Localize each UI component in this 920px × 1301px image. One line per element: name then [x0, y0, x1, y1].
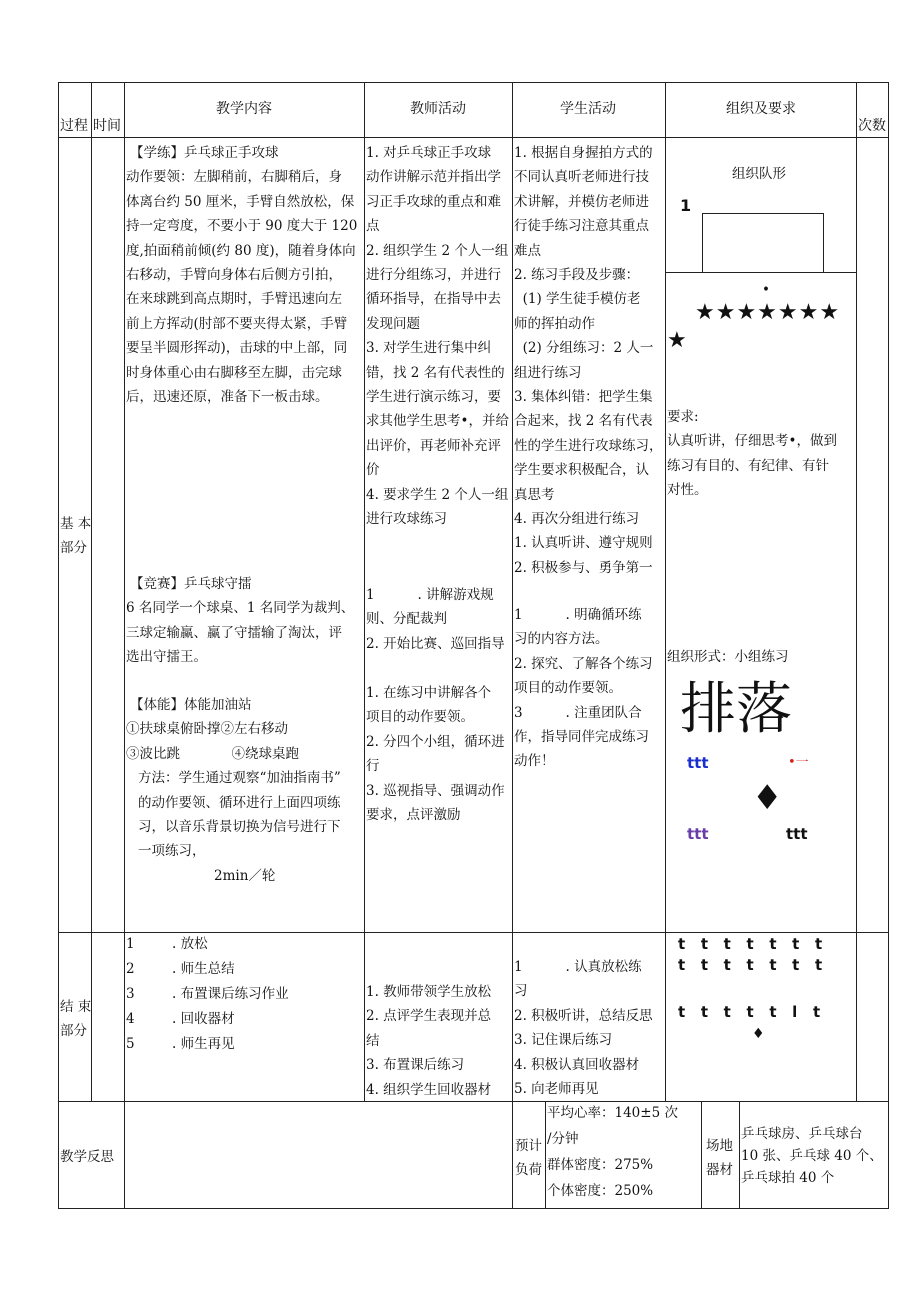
teacher-line: 错，找 2 名有代表性的	[366, 364, 505, 381]
fitness-line: 的动作要领、循环进行上面四项练	[138, 794, 341, 811]
teacher-line: 行	[366, 758, 380, 775]
ending-student-line: 5. 向老师再见	[514, 1081, 599, 1097]
venue-label-2: 器材	[706, 1162, 733, 1178]
header-time: 时间	[93, 118, 121, 134]
load-line: 个体密度：250%	[547, 1183, 654, 1199]
content-line: 在来球跳到高点期时，手臂迅速向左	[126, 291, 342, 308]
student-line: (1) 学生徒手模仿老	[514, 291, 641, 308]
teacher-line: 1 . 讲解游戏规	[366, 587, 494, 603]
formation-title: 组织队形	[732, 166, 786, 182]
teacher-line: 1. 对乒乓球正手攻球	[366, 145, 492, 161]
student-line: 合起来，找 2 名有代表	[514, 413, 653, 430]
ending-teacher-line: 结	[366, 1032, 380, 1049]
student-line: 不同认真听老师进行技	[514, 169, 649, 186]
ending-student-line: 1 . 认真放松练	[514, 959, 642, 975]
ending-teacher-line: 2. 点评学生表现并总	[366, 1008, 492, 1025]
teacher-line: 则、分配裁判	[366, 611, 447, 628]
load-line: 群体密度：275%	[547, 1157, 654, 1173]
student-line: 师的挥拍动作	[514, 315, 595, 332]
ending-item-text: . 回收器材	[172, 1011, 235, 1027]
content-line: 持一定弯度，不要小于 90 度大于 120	[126, 218, 358, 235]
venue-line: 乒乓球房、乒乓球台	[741, 1126, 863, 1142]
load-label-1: 预计	[515, 1138, 542, 1154]
table-court-diagram	[702, 213, 824, 273]
student-line: 真思考	[514, 486, 555, 503]
teacher-line: 发现问题	[366, 315, 420, 332]
content-line: 时身体重心由右脚移至左脚，击完球	[126, 364, 342, 381]
student-line: 3. 集体纠错：把学生集	[514, 389, 653, 405]
fitness-line: 习，以音乐背景切换为信号进行下	[138, 819, 341, 835]
student-line: 2. 积极参与、勇争第一	[514, 559, 653, 576]
teacher-line: 价	[366, 462, 380, 479]
student-line: 1. 认真听讲、遵守规则	[514, 535, 653, 552]
student-line: 作，指导同伴完成练习	[514, 729, 649, 745]
req-line: 练习有目的、有纪律、有针	[667, 457, 829, 474]
content-line: 右移动，手臂向身体右后侧方引拍，	[126, 267, 342, 283]
req-line: 对性。	[667, 482, 708, 499]
student-line: 行徒手练习注意其重点	[514, 218, 649, 235]
ttt-purple-group: ttt	[687, 825, 709, 843]
teacher-line: 2. 分四个小组，循环进	[366, 733, 505, 750]
ttt-black-group: ttt	[786, 825, 808, 843]
ending-formation-row: t t t t t t t	[678, 935, 823, 953]
contest-line: 6 名同学一个球桌、1 名同学为裁判、	[126, 600, 355, 617]
content-line: 后，迅速还原，准备下一板击球。	[126, 389, 329, 405]
student-line: 2. 探究、了解各个练习	[514, 655, 653, 672]
header-content: 教学内容	[216, 101, 272, 117]
fitness-line: 【体能】体能加油站	[130, 697, 252, 713]
teacher-line: 要求，点评激励	[366, 807, 461, 823]
fitness-line: 方法：学生通过观察“加油指南书”	[138, 770, 341, 787]
rotation-text: 2min／轮	[214, 867, 276, 884]
content-line: 前上方挥动(肘部不要夹得太紧，手臂	[126, 315, 348, 332]
load-label-2: 负荷	[515, 1162, 542, 1178]
header-process: 过程	[60, 118, 88, 134]
ending-formation-row: t t t t t t t	[678, 956, 823, 974]
student-line: 2. 练习手段及步骤：	[514, 267, 640, 283]
header-teacher: 教师活动	[410, 101, 466, 117]
ending-teacher-line: 3. 布置课后练习	[366, 1057, 465, 1074]
ending-item-text: . 师生总结	[172, 961, 235, 977]
header-student: 学生活动	[560, 101, 616, 117]
student-line: 1 . 明确循环练	[514, 607, 642, 623]
ending-student-line: 2. 积极听讲，总结反思	[514, 1007, 653, 1024]
teacher-line: 进行攻球练习	[366, 511, 447, 527]
contest-line: 【竞赛】乒乓球守擂	[130, 576, 252, 592]
contest-line: 三球定输赢、赢了守擂输了淘汰，评	[126, 624, 342, 641]
venue-line: 乒乓球拍 40 个	[741, 1170, 835, 1186]
fitness-line: ①扶球桌俯卧撑②左右移动	[126, 721, 288, 738]
fitness-line: 一项练习，	[138, 843, 206, 860]
teacher-line: 2. 开始比赛、巡回指导	[366, 635, 505, 652]
ending-label-1: 结 束	[60, 999, 92, 1015]
content-line: 度,拍面稍前倾(约 80 度)，随着身体向	[126, 242, 356, 259]
student-line: 项目的动作要领。	[514, 680, 622, 697]
content-line: 体离台约 50 厘米，手臂自然放松，保	[126, 193, 355, 210]
content-line: 要呈半圆形挥动)，击球的中上部，同	[126, 340, 348, 357]
ending-student-line: 习	[514, 983, 528, 1000]
ending-item-text: . 布置课后练习作业	[172, 986, 289, 1002]
venue-line: 10 张、乒乓球 40 个、	[741, 1148, 883, 1164]
student-line: 难点	[514, 242, 541, 259]
formation-number: 1	[680, 196, 692, 215]
teacher-line: 项目的动作要领。	[366, 709, 474, 726]
contest-line: 选出守擂王。	[126, 649, 207, 666]
diamond-marker: ♦	[752, 778, 783, 818]
teacher-line: 出评价，再老师补充评	[366, 437, 501, 454]
ttt-blue-group: ttt	[687, 754, 709, 772]
org-form-label: 组织形式：小组练习	[667, 649, 789, 665]
ending-item-text: . 师生再见	[172, 1036, 235, 1052]
teacher-line: 4. 要求学生 2 个人一组	[366, 486, 509, 503]
ending-teacher-line: 4. 组织学生回收器材	[366, 1081, 492, 1098]
ending-item-text: . 放松	[172, 936, 208, 952]
student-line: 术讲解，并模仿老师进	[514, 193, 649, 210]
teacher-line: 习正手攻球的重点和难	[366, 193, 501, 210]
students-stars: ★★★★★★★	[695, 300, 841, 325]
reflection-label: 教学反思	[60, 1149, 114, 1165]
ending-student-line: 4. 积极认真回收器材	[514, 1056, 640, 1073]
student-line: 组进行练习	[514, 364, 582, 381]
teacher-line: 1. 在练习中讲解各个	[366, 685, 492, 701]
teacher-line: 点	[366, 218, 380, 235]
big-logo-text: 排落	[680, 677, 792, 742]
ending-teacher-diamond: ♦	[752, 1026, 765, 1042]
teacher-line: 2. 组织学生 2 个人一组	[366, 242, 509, 259]
teacher-line: 3. 巡视指导、强调动作	[366, 782, 505, 799]
content-line: 动作要领：左脚稍前，右脚稍后，身	[126, 169, 342, 186]
student-line: 习的内容方法。	[514, 631, 609, 648]
student-line: 学生要求积极配合，认	[514, 462, 649, 479]
ending-formation-row: t t t t t l t	[678, 1003, 821, 1021]
teacher-line: 动作讲解示范并指出学	[366, 169, 501, 186]
ending-item-num: 1	[126, 936, 135, 952]
teacher-line: 求其他学生思考•，并给	[366, 413, 509, 430]
header-org: 组织及要求	[726, 101, 796, 117]
red-mark: •一	[788, 755, 809, 770]
req-line: 要求:	[667, 409, 699, 425]
formation-dot: •	[762, 282, 770, 298]
student-line: 3 . 注重团队合	[514, 704, 642, 721]
ending-item-num: 2	[126, 961, 135, 977]
student-line: 1. 根据自身握拍方式的	[514, 145, 653, 161]
teacher-line: 循环指导，在指导中去	[366, 291, 501, 308]
ending-item-num: 4	[126, 1011, 135, 1027]
teacher-line: 进行分组练习，并进行	[366, 267, 501, 283]
ending-teacher-line: 1. 教师带领学生放松	[366, 984, 492, 1000]
student-line: 动作！	[514, 753, 555, 770]
ending-label-2: 部分	[60, 1023, 87, 1039]
ending-item-num: 5	[126, 1036, 135, 1052]
content-line: 【学练】乒乓球正手攻球	[130, 145, 279, 161]
load-line: 平均心率：140±5 次	[547, 1105, 678, 1121]
teacher-line: 3. 对学生进行集中纠	[366, 340, 492, 357]
basic-label-1: 基 本	[60, 516, 92, 532]
basic-label-2: 部分	[60, 540, 87, 556]
load-line: /分钟	[547, 1131, 579, 1147]
student-star-single: ★	[667, 328, 688, 353]
ending-student-line: 3. 记住课后练习	[514, 1032, 613, 1049]
fitness-line: ③波比跳 ④绕球桌跑	[126, 745, 299, 762]
header-count: 次数	[858, 118, 886, 134]
teacher-line: 学生进行演示练习，要	[366, 389, 501, 405]
venue-label-1: 场地	[706, 1138, 733, 1154]
req-line: 认真听讲，仔细思考•，做到	[667, 433, 837, 450]
student-line: 性的学生进行攻球练习，	[514, 437, 663, 454]
ending-item-num: 3	[126, 986, 135, 1002]
student-line: (2) 分组练习：2 人一	[514, 340, 654, 357]
student-line: 4. 再次分组进行练习	[514, 511, 640, 527]
